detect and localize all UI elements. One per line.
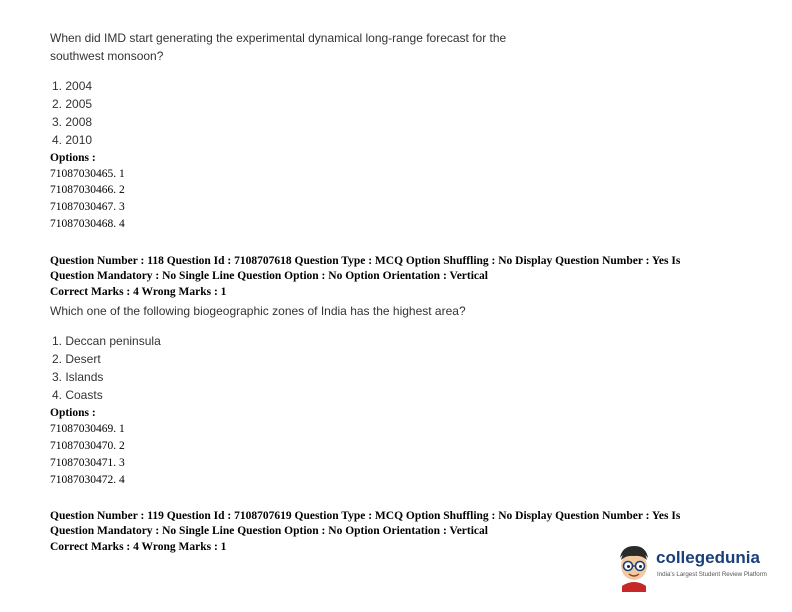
marks-line: Correct Marks : 4 Wrong Marks : 1 (50, 541, 227, 553)
choice-3: 3. Islands (52, 370, 104, 384)
marks-line: Correct Marks : 4 Wrong Marks : 1 (50, 286, 227, 298)
choice-2: 2. Desert (52, 352, 101, 366)
option-id: 71087030465. 1 (50, 168, 125, 180)
choice-2: 2. 2005 (52, 97, 93, 111)
brand-name: collegedunia (656, 548, 760, 567)
brand-tagline: India's Largest Student Review Platform (657, 571, 767, 578)
option-id: 71087030468. 4 (50, 218, 125, 230)
options-label: Options : (50, 152, 96, 164)
collegedunia-logo (614, 542, 774, 592)
option-id: 71087030472. 4 (50, 474, 125, 486)
option-id: 71087030470. 2 (50, 440, 125, 452)
question-meta-line2: Question Mandatory : No Single Line Question Option : No Option Orientation : Vertical (50, 525, 488, 537)
question-117-text: When did IMD start generating the experimental dynamical long-range forecast for the southwest monsoon? (50, 31, 507, 63)
question-118-text: Which one of the following biogeographic zones of India has the highest area? (50, 304, 466, 318)
choice-1: 1. 2004 (52, 79, 93, 93)
choice-1: 1. Deccan peninsula (52, 334, 161, 348)
question-meta-line1: Question Number : 118 Question Id : 7108707618 Question Type : MCQ Option Shuffling : No Display Question Number : Yes Is (50, 255, 681, 267)
question-meta-line1: Question Number : 119 Question Id : 7108707619 Question Type : MCQ Option Shuffling : No Display Question Number : Yes Is (50, 510, 681, 522)
student-mascot-icon (614, 542, 654, 592)
options-label: Options : (50, 407, 96, 419)
option-id: 71087030467. 3 (50, 201, 125, 213)
question-meta-line2: Question Mandatory : No Single Line Question Option : No Option Orientation : Vertical (50, 270, 488, 282)
option-id: 71087030469. 1 (50, 423, 125, 435)
choice-4: 4. 2010 (52, 133, 93, 147)
option-id: 71087030466. 2 (50, 184, 125, 196)
option-id: 71087030471. 3 (50, 457, 125, 469)
choice-3: 3. 2008 (52, 115, 93, 129)
choice-4: 4. Coasts (52, 388, 103, 402)
